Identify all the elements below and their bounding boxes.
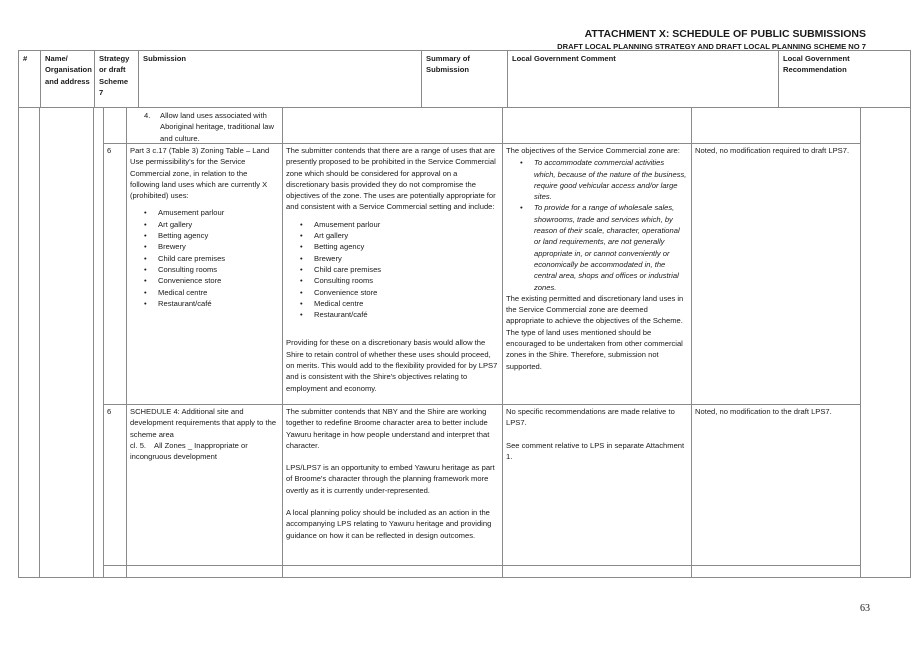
list-item: • Medical centre [314, 298, 498, 309]
list-item: • Child care premises [314, 264, 498, 275]
col-num-header: # [23, 54, 28, 63]
list-item: • Brewery [158, 241, 278, 252]
list-item: • Betting agency [314, 241, 498, 252]
col-name-header: Name/ Organisation and address [40, 51, 94, 107]
list-item: • Amusement parlour [314, 219, 498, 230]
comment-text: No specific recommendations are made relative to LPS7. [506, 407, 675, 428]
row-number: 6 [107, 146, 112, 155]
recommendation-cell: Noted, no modification to the draft LPS7. [695, 407, 832, 416]
summary-text: The submitter contends that NBY and the Shire are working together to redefine Broome character area to better include Yawuru heritage in how people understand and interpret that character. [286, 407, 490, 450]
summary-cell [282, 144, 502, 395]
list-item: • Amusement parlour [158, 207, 278, 218]
list-item: • Medical centre [158, 287, 278, 298]
row-divider [103, 565, 860, 566]
comment-text: The objectives of the Service Commercial zone are: [506, 146, 680, 155]
table-header [18, 50, 911, 108]
document-subtitle: DRAFT LOCAL PLANNING STRATEGY AND DRAFT LOCAL PLANNING SCHEME NO 7 [557, 42, 866, 51]
summary-use-list [286, 219, 498, 321]
carryover-submission [126, 109, 282, 145]
list-item: • To provide for a range of wholesale sales, showrooms, trade and services which, by reason of their scale, character, operational or land requirements, are not generally appropriate in, or cannot conveniently or economically be accommodated in, the central area, shops and offices or industrial zones. [534, 202, 687, 292]
summary-text: The submitter contends that there are a range of uses that are presently proposed to be prohibited in the Service Commercial zone which should be considered for approval on a discretionary basis provided they do not compromise the objectives of the zone. The uses are potentially appropriate for and consistent with a Service Commercial setting and include: [286, 146, 496, 212]
inner-table-right [860, 108, 861, 578]
attachment-title: ATTACHMENT X: SCHEDULE OF PUBLIC SUBMISSIONS [584, 28, 866, 40]
summary-text: LPS/LPS7 is an opportunity to embed Yawuru heritage as part of Broome's character through the planning framework more overtly as it is currently under-represented. [286, 463, 495, 495]
summary-text: A local planning policy should be included as an action in the accompanying LPS relating to Yawuru heritage and providing guidance on how it can be reflected in design outcomes. [286, 508, 492, 540]
inner-column-divider [691, 108, 692, 578]
page-number: 63 [860, 603, 870, 614]
col-comment-header: Local Government Comment [507, 51, 778, 107]
column-divider [93, 108, 94, 578]
col-submission-header: Submission [138, 51, 421, 107]
carryover-text: Allow land uses associated with Aboriginal heritage, traditional law and culture. [160, 111, 274, 143]
submission-cell [126, 144, 282, 316]
summary-cell [282, 405, 502, 542]
submission-text: Part 3 c.17 (Table 3) Zoning Table – Land Use permissibility's for the Service Commercial zone, in relation to the following land uses which are currently X (prohibited) uses: [130, 146, 270, 201]
list-item: • Child care premises [158, 253, 278, 264]
recommendation-cell: Noted, no modification required to draft LPS7. [695, 146, 850, 155]
comment-text: The existing permitted and discretionary land uses in the Service Commercial zone are deemed appropriate to achieve the objectives of the Scheme. The type of land uses mentioned should be encouraged to be undertaken from other commercial zones in the Shire. Therefore, submission not supported. [506, 293, 684, 371]
comment-cell [502, 405, 691, 463]
column-divider [39, 108, 40, 578]
list-item: • Art gallery [158, 219, 278, 230]
col-summary-header: Summary of Submission [421, 51, 507, 107]
list-item: • Art gallery [314, 230, 498, 241]
list-item: • Convenience store [158, 275, 278, 286]
list-item: • Restaurant/café [314, 309, 498, 320]
list-item: • Restaurant/café [158, 298, 278, 309]
submission-text: SCHEDULE 4: Additional site and development requirements that apply to the scheme area [130, 407, 277, 439]
list-item: • Convenience store [314, 287, 498, 298]
submission-text: cl. 5. All Zones _ Inappropriate or incongruous development [130, 440, 250, 462]
inner-table-left [103, 108, 104, 578]
col-recommendation-header: Local Government Recommendation [778, 51, 910, 107]
list-item: • To accommodate commercial activities which, because of the nature of the business, require good vehicular access and/or large sites. [534, 157, 687, 202]
col-strategy-header: Strategy or draft Scheme 7 [94, 51, 138, 107]
submission-cell [126, 405, 282, 463]
list-item: • Consulting rooms [158, 264, 278, 275]
land-use-list [130, 207, 278, 309]
list-item: • Brewery [314, 253, 498, 264]
list-number: 4. [144, 111, 151, 120]
list-item: • Betting agency [158, 230, 278, 241]
summary-text: Providing for these on a discretionary basis would allow the Shire to retain control of whether these uses should proceed, on merits. This would add to the flexibility provided for by LPS7 and is consistent with the Shire's objectives relating to employment and economy. [286, 338, 498, 393]
list-item: • Consulting rooms [314, 275, 498, 286]
objectives-list [506, 157, 687, 293]
comment-text: See comment relative to LPS in separate Attachment 1. [506, 440, 685, 461]
comment-cell [502, 144, 691, 373]
row-number: 6 [107, 407, 112, 416]
